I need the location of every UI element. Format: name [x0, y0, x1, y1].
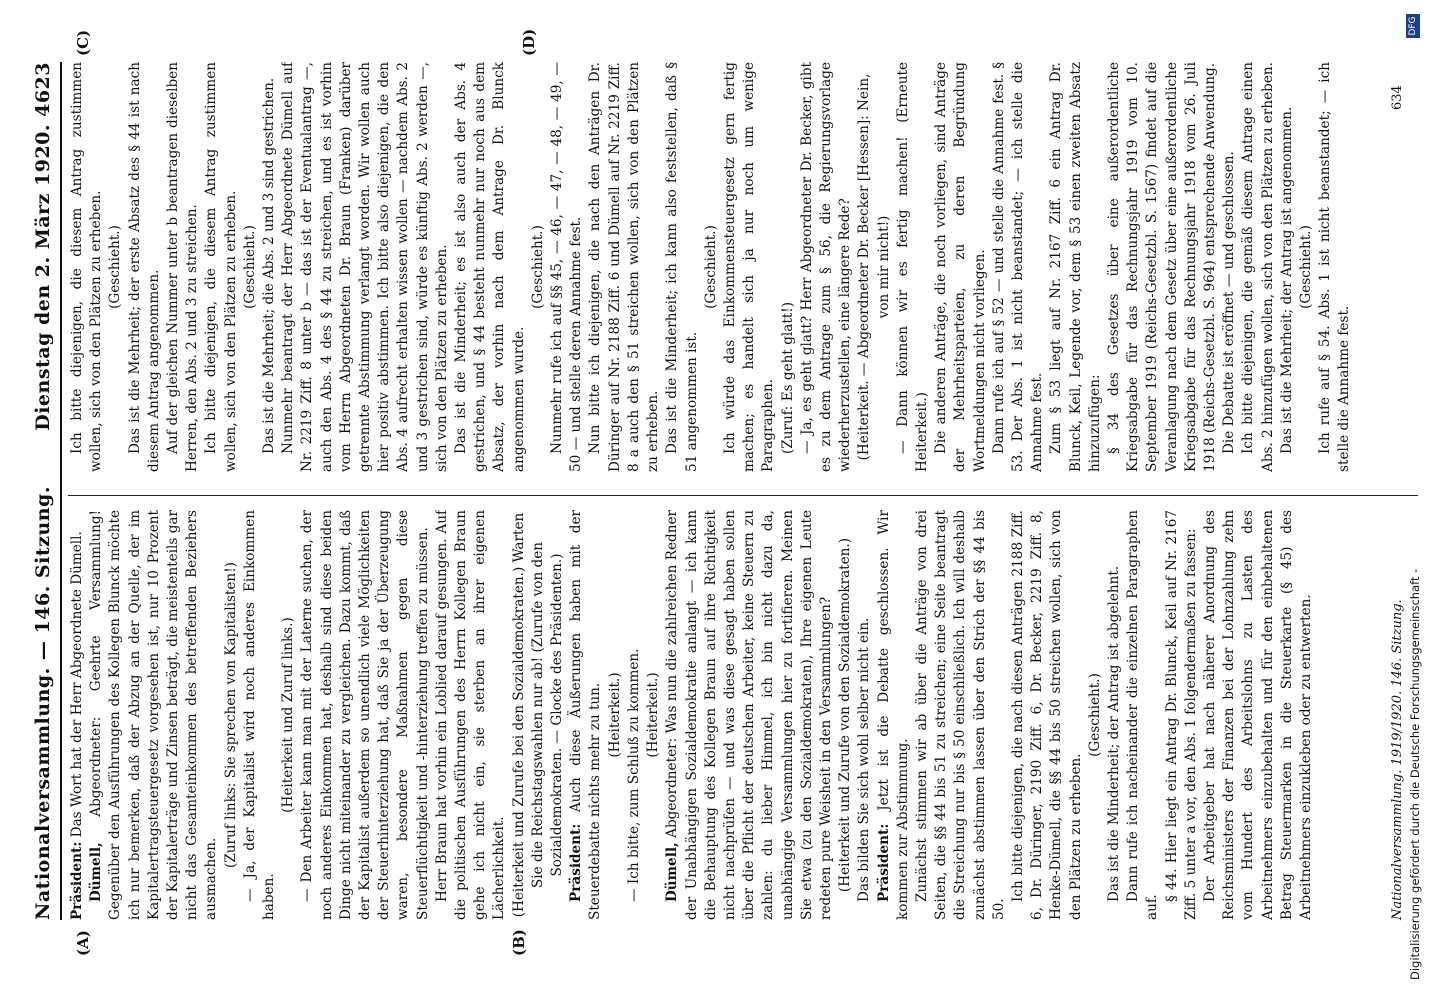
paragraph: Präsident: Auch diese Äußerungen haben mit der Steuerdebatte nichts mehr zu tun. — [568, 510, 604, 920]
paragraph: Dann rufe ich auf § 52 — und stelle die Annahme fest. § 53. Der Abs. 1 ist nicht beanstandet; — ich stelle die Annahme fest. — [990, 62, 1046, 472]
interjection: (Heiterkeit.) — [645, 672, 662, 758]
paragraph: Der Arbeitgeber hat nach näherer Anordnung des Reichsministers der Finanzen bei der Lohnzahlung zehn vom Hundert des Arbeitslohns zu Lasten des Arbeitnehmers einzubehalten und für den einbehaltenen Betrag Steuermarken in die Steuerkarte (§ 45) des Arbeitnehmers einzukleben oder zu entwerten. — [1201, 510, 1314, 920]
paragraph: § 34 des Gesetzes über eine außerordentliche Kriegsabgabe für das Rechnungsjahr 1919 vom 10. September 1919 (Reichs-Gesetzbl. S. 1567) findet auf die Veranlagung nach dem Gesetz über eine außerordentliche Kriegsabgabe für das Rechnungsjahr 1918 vom 26. Juli 1918 (Reichs-Gesetzbl. S. 964) entsprechende Anwendung. — [1105, 62, 1218, 472]
interjection: (Geschieht.) — [1086, 673, 1103, 757]
paragraph: Präsident: Das Wort hat der Herr Abgeordnete Dümell. — [69, 531, 85, 920]
paragraph: Zum § 53 liegt auf Nr. 2167 Ziff. 6 ein Antrag Dr. Blunck, Keil, Legende vor, dem § 53 einen zweiten Absatz hinzuzufügen: — [1048, 62, 1103, 472]
paragraph: Das ist die Minderheit; der Antrag ist abgelehnt. — [1105, 565, 1122, 902]
dfg-logo: DFG — [1406, 14, 1420, 38]
paragraph: Nunmehr rufe ich auf §§ 45, — 46, — 47, — 48, — 49, — 50 — und stelle deren Annahme fest. — [549, 62, 585, 472]
paragraph: Das ist die Mehrheit; der erste Absatz des § 44 ist nach diesem Antrag angenommen. — [126, 62, 162, 472]
paragraph: Ich bitte diejenigen, die gemäß diesem Antrage einen Abs. 2 hinzufügen wollen, sich von den Plätzen zu erheben. — [1240, 62, 1276, 472]
interjection: (Geschieht.) — [529, 225, 546, 309]
paragraph: Das ist die Minderheit; es ist also auch der Abs. 4 gestrichen, und § 44 besteht nunmehr nur noch aus dem Absatz, der vorhin nach dem Antrage Dr. Blunck angenommen wurde. — [453, 62, 527, 472]
paragraph: — Ja, es geht glatt? Herr Abgeordneter Dr. Becker, gibt es zu dem Antrage zum § 56, die Regierungsvorlage wiederherzustellen, eine längere Rede? — [798, 62, 854, 472]
interjection: (Geschieht.) — [107, 225, 124, 309]
digitization-note — [1400, 0, 1430, 1000]
paragraph: — Ja, der Kapitalist wird noch anderes Einkommen haben. — [241, 510, 278, 920]
paragraph: Das ist die Mehrheit; die Abs. 2 und 3 sind gestrichen. — [261, 77, 278, 454]
interjection: (Heiterkeit und Zurufe von den Sozialdemokraten.) — [837, 537, 854, 893]
paragraph: Herr Braun hat vorhin ein Loblied darauf gesungen. Auf die politischen Ausführungen des Herrn Kollegen Braun gehe ich nicht ein, sie sterben an ihrer eigenen Lächerlichkeit. — [433, 510, 508, 920]
header-right: Dienstag den 2. März 1920. 4623 — [32, 62, 54, 431]
paragraph: Dann rufe ich nacheinander die einzelnen Paragraphen auf. — [1125, 510, 1161, 920]
paragraph: § 44. Hier liegt ein Antrag Dr. Blunck, Keil auf Nr. 2167 Ziff. 5 unter a vor, den Abs. 1 folgendermaßen zu fassen: — [1163, 510, 1199, 920]
paragraph: Das bilden Sie sich wohl selber nicht ein. — [856, 617, 873, 902]
paragraph: Das ist die Minderheit; ich kann also feststellen, daß § 51 angenommen ist. — [664, 62, 700, 472]
paragraph: Das ist die Mehrheit; der Antrag ist angenommen. — [1278, 106, 1295, 454]
page-header — [28, 62, 58, 920]
paragraph: Ich bitte diejenigen, die nach diesen Anträgen 2188 Ziff. 6, Dr. Düringer, 2190 Ziff. 6, Dr. Becker, 2219 Ziff. 8, Henke-Dümell, die §§ 44 bis 50 streichen wollen, sich von den Plätzen zu erheben. — [1009, 510, 1084, 920]
paragraph: Dümell, Abgeordneter: Was nun die zahlreichen Redner der Unabhängigen Sozialdemokratie anlangt — ich kann die Behauptung des Kollegen Braun auf ihre Richtigkeit nicht nachprüfen — und was diese gesagt haben sollen über die Pflicht der deutschen Arbeiter, keine Steuern zu zahlen: du lieber Himmel, ich bin nicht dazu da, unabhängige Versammlungen hier zu fortifieren. Meinen Sie etwa (zu den Sozialdemokraten), Ihre eigenen Leute redeten pure Weisheit in den Versammlungen? — [664, 510, 834, 920]
header-left: Nationalversammlung. — 146. Sitzung. — [32, 486, 54, 920]
margin-letter-c: (C) — [74, 29, 92, 56]
interjection: (Heiterkeit und Zurufe bei den Sozialdemokraten.) Warten Sie die Reichstagswahlen nur ab! (Zurufe von den Sozialdemokraten. — Glocke des Präsidenten.) — [510, 512, 566, 918]
left-column — [68, 510, 1408, 920]
paragraph: — Ich bitte, zum Schluß zu kommen. — [625, 648, 642, 902]
paragraph: — Den Arbeiter kann man mit der Laterne suchen, der noch anderes Einkommen hat, deshalb sind diese beiden Dinge nicht miteinander zu vergleichen. Dazu kommt, daß der Kapitalist außerdem so unendlich viele Möglichkeiten der Steuerhinterziehung hat, daß Sie ja der Überzeugung waren, besondere Maßnahmen gegen diese Steuerflüchtigkeit und -hinterziehung treffen zu müssen. — [299, 510, 431, 920]
interjection: (Geschieht.) — [702, 225, 719, 309]
paragraph: Auf der gleichen Nummer unter b beantragen dieselben Herren, den Abs. 2 und 3 zu streichen. — [165, 62, 201, 472]
interjection: (Zuruf links: Sie sprechen von Kapitalisten!) — [222, 562, 239, 868]
margin-letter-a: (A) — [74, 930, 92, 956]
footer-left: Nationalversammlung. 1919/1920. 146. Sitzung. — [1390, 599, 1405, 920]
paragraph: Zunächst stimmen wir ab über die Anträge von drei Seiten, die §§ 44 bis 51 zu streichen; eine Seite beantragt die Streichung nur bis § 50 einschließlich. Ich will deshalb zunächst abstimmen lassen über den Strich der §§ 44 bis 50. — [913, 510, 1007, 920]
interjection: (Heiterkeit.) — [606, 672, 623, 758]
paragraph: Die Debatte ist eröffnet — und geschlossen. — [1221, 151, 1238, 454]
interjection: (Heiterkeit. — Abgeordneter Dr. Becker [Hessen]: Nein, von mir nicht!) — [856, 73, 892, 461]
right-column — [68, 62, 1408, 472]
page-number: 634 — [1390, 85, 1405, 110]
paragraph: (Zuruf: Es geht glatt!) — [779, 301, 796, 454]
margin-letter-b: (B) — [510, 929, 528, 956]
margin-letter-d: (D) — [520, 28, 538, 56]
column-divider — [68, 495, 1418, 496]
paragraph: Ich rufe auf § 54. Abs. 1 ist nicht beanstandet; — ich stelle die Annahme fest. — [1317, 62, 1353, 472]
paragraph: Nunmehr beantragt der Herr Abgeordnete Dümell auf Nr. 2219 Ziff. 8 unter b — das ist der Eventualantrag —, auch den Abs. 4 des § 44 zu streichen, und es ist vorhin vom Herrn Abgeordneten Dr. Braun (Franken) darüber getrennte Abstimmung verlangt worden. Wir wollen auch hier positiv abstimmen. Ich bitte also diejenigen, die den Abs. 4 aufrecht erhalten wissen wollen — nachdem Abs. 2 und 3 gestrichen sind, würde es künftig Abs. 2 werden —, sich von den Plätzen zu erheben. — [280, 62, 450, 472]
digitization-text: Digitalisierung gefördert durch die Deutsche Forschungsgemeinschaft - — [1408, 568, 1422, 980]
paragraph: Ich würde das Einkommensteuergesetz gern fertig machen; es handelt sich ja nur noch um wenige Paragraphen. — [721, 62, 777, 472]
interjection: (Heiterkeit und Zuruf links.) — [280, 617, 297, 813]
paragraph: Dümell, Abgeordneter: Geehrte Versammlung! Gegenüber den Ausführungen des Kollegen Blunck möchte ich nur bemerken, daß der Abzug an der Quelle, der im Kapitalertragsteuergesetz vorgesehen ist, nur 10 Prozent der Kapitalerträge und Zinsen beträgt, die meistenteils gar nicht das Gesamteinkommen des betreffenden Beziehers ausmachen. — [88, 510, 220, 920]
paragraph: Nun bitte ich diejenigen, die nach den Anträgen Dr. Düringer auf Nr. 2188 Ziff. 6 und Dümell auf Nr. 2219 Ziff. 8 a auch den § 51 streichen wollen, sich von den Plätzen zu erheben. — [587, 62, 662, 472]
interjection: (Geschieht.) — [241, 225, 258, 309]
paragraph: Präsident: Jetzt ist die Debatte geschlossen. Wir kommen zur Abstimmung. — [875, 510, 911, 920]
paragraph: Ich bitte diejenigen, die diesem Antrag zustimmen wollen, sich von den Plätzen zu erheben. — [203, 62, 239, 472]
header-rule — [60, 62, 62, 920]
paragraph: — Dann können wir es fertig machen! (Erneute Heiterkeit.) — [894, 62, 930, 472]
paragraph: Ich bitte diejenigen, die diesem Antrag zustimmen wollen, sich von den Plätzen zu erheben. — [69, 62, 105, 472]
interjection: (Geschieht.) — [1298, 225, 1314, 309]
paragraph: Die anderen Anträge, die noch vorliegen, sind Anträge der Mehrheitsparteien, zu deren Begründung Wortmeldungen nicht vorliegen. — [933, 62, 988, 472]
